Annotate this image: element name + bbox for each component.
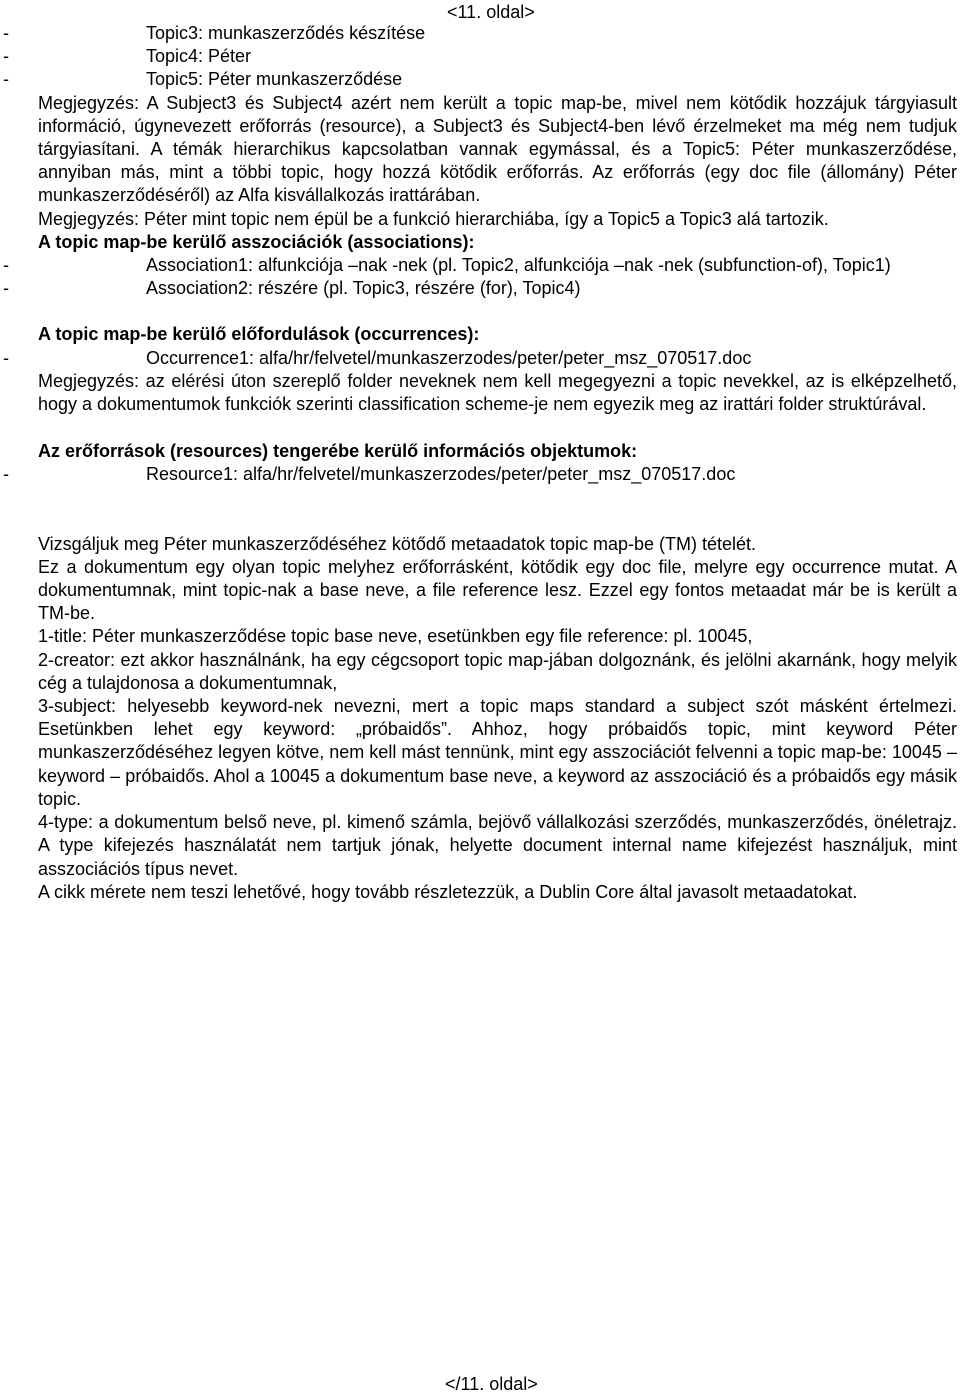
note-paragraph-1: Megjegyzés: A Subject3 és Subject4 azért nem került a topic map-be, mivel nem kötődik hozzájuk tárgyiasult információ, úgynevezett erőforrás (resource), a Subject3 és Subject4-ben lévő érzelmeket ma még nem tudjuk tárgyiasítani. A témák hierarchikus kapcsolatban vannak egymással, és a Topic5: Péter munkaszerződése, annyiban más, mint a többi topic, hogy hozzá kötődik erőforrás. Az erőforrás (egy doc file (állomány) Péter munkaszerződéséről) az Alfa kisvállalkozás irattárában. [38,92,957,206]
occurrence-text: Occurrence1: alfa/hr/felvetel/munkaszerzodes/peter/peter_msz_070517.doc [146,347,752,368]
body-paragraph-creator: 2-creator: ezt akkor használnánk, ha egy cégcsoport topic map-jában dolgoznánk, és jelölni akarnánk, hogy melyik cég a tulajdonosa a dokumentumnak, [38,649,957,693]
list-dash: - [3,46,9,67]
list-item-topic4 [0,45,957,68]
list-item-resource1 [0,463,957,486]
resources-heading: Az erőforrások (resources) tengerébe kerülő információs objektumok: [38,441,638,462]
note-paragraph-2: Megjegyzés: Péter mint topic nem épül be a funkció hierarchiába, így a Topic5 a Topic3 alá tartozik. [38,208,829,229]
list-item-topic3 [0,22,957,45]
topic-text: Topic4: Péter [146,46,252,67]
body-paragraph-title: 1-title: Péter munkaszerződése topic base neve, esetünkben egy file reference: pl. 10045, [38,626,753,647]
body-paragraph-2: Ez a dokumentum egy olyan topic melyhez erőforrásként, kötődik egy doc file, melyre egy occurrence mutat. A dokumentumnak, mint topic-nak a base neve, a file reference lesz. Ezzel egy fontos metaadat már be is került a TM-be. [38,556,957,624]
list-dash: - [3,69,9,90]
topic-text: Topic3: munkaszerződés készítése [146,23,426,43]
list-dash: - [3,255,9,276]
list-dash: - [3,278,9,299]
association-text: Association1: alfunkciója –nak -nek (pl. Topic2, alfunkciója –nak -nek (subfunction-of), Topic1) [146,255,891,276]
resource-text: Resource1: alfa/hr/felvetel/munkaszerzodes/peter/peter_msz_070517.doc [146,464,736,485]
body-paragraph-type: 4-type: a dokumentum belső neve, pl. kimenő számla, bejövő vállalkozási szerződés, munkaszerződés, önéletrajz. A type kifejezés használatát nem tartjuk jónak, helyette document internal name kifejezést használjuk, mint asszociációs típus nevet. [38,812,957,879]
occurrences-heading: A topic map-be kerülő előfordulások (occurrences): [38,324,480,345]
topic-text: Topic5: Péter munkaszerződése [146,69,403,90]
list-item-association2 [0,277,957,300]
list-item-topic5 [0,68,957,91]
body-paragraph-subject: 3-subject: helyesebb keyword-nek nevezni, mert a topic maps standard a subject szót másként értelmezi. Esetünkben lehet egy keyword: „próbaidős”. Ahhoz, hogy próbaidős topic, mint keyword Péter munkaszerződéséhez legyen kötve, nem kell mást tennünk, mint egy asszociációt felvenni a topic map-be: 10045 – keyword – próbaidős. Ahol a 10045 a dokumentum base neve, a keyword az asszociáció és a próbaidős egy másik topic. [38,696,957,809]
page-marker-top: <11. oldal> [447,2,535,22]
body-paragraph-closing: A cikk mérete nem teszi lehetővé, hogy tovább részletezzük, a Dublin Core által javasolt metaadatokat. [38,881,858,902]
list-dash: - [3,347,9,368]
page-content [0,22,957,904]
body-paragraph-1: Vizsgáljuk meg Péter munkaszerződéséhez kötődő metaadatok topic map-be (TM) tételét. [38,533,757,554]
list-dash: - [3,23,9,43]
list-item-occurrence1 [0,347,957,370]
page-marker-bottom: </11. oldal> [445,1374,538,1394]
association-text: Association2: részére (pl. Topic3, részére (for), Topic4) [146,278,581,299]
list-dash: - [3,464,9,485]
note-paragraph-3: Megjegyzés: az elérési úton szereplő folder neveknek nem kell megegyezni a topic nevekkel, az is elképzelhető, hogy a dokumentumok funkciók szerinti classification scheme-je nem egyezik meg az irattári folder struktúrával. [38,370,957,415]
list-item-association1 [0,254,957,277]
associations-heading: A topic map-be kerülő asszociációk (associations): [38,231,475,252]
